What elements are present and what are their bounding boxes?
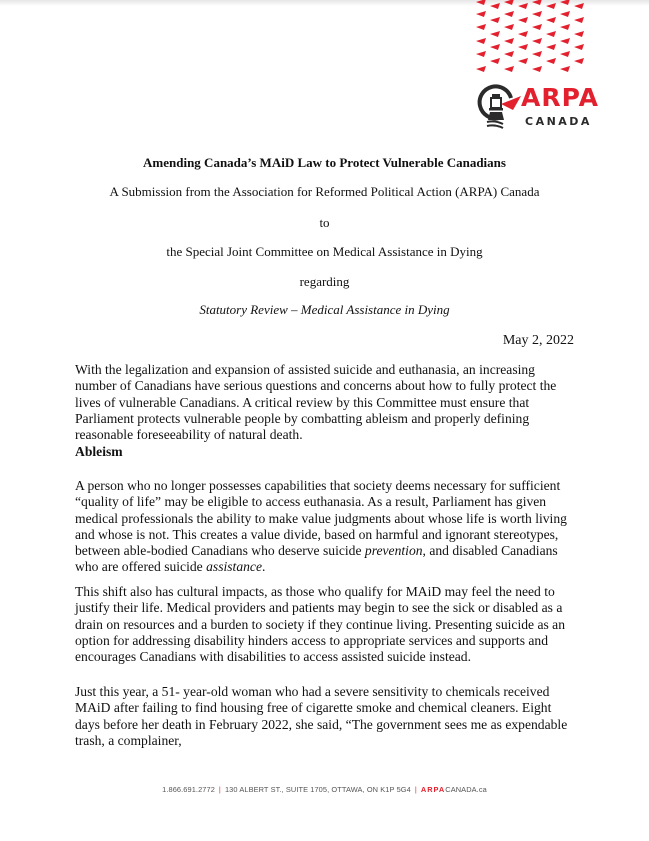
ableism-text-1: A person who no longer possesses capabilities that society deems necessary for sufficient “quality of life” may be eligible to access euthanasia. As a result, Parliament has given medical professionals the ability to make value judgments about whose life is worth living and whose is not. This creates a value divide, based on harmful and ignorant stereotypes, between able-bodied Canadians who deserve suicide bbox=[75, 478, 567, 559]
footer-phone: 1.866.691.2772 bbox=[162, 785, 215, 794]
intro-paragraph: With the legalization and expansion of assisted suicide and euthanasia, an increasing number of Canadians have serious questions and concerns about how to fully protect the lives of vulnerable Canadians. A critical review by this Committee must ensure that Parliament protects vulnerable people by combatting ableism and properly defining reasonable foreseeability of natural death. bbox=[75, 362, 557, 443]
page-footer bbox=[0, 785, 649, 795]
submission-line: A Submission from the Association for Reformed Political Action (ARPA) Canada bbox=[109, 184, 540, 199]
document-title: Amending Canada’s MAiD Law to Protect Vulnerable Canadians bbox=[143, 155, 506, 170]
footer-website-brand[interactable]: ARPA bbox=[420, 785, 446, 794]
regarding-line: regarding bbox=[299, 274, 350, 289]
document-date: May 2, 2022 bbox=[502, 333, 574, 348]
cultural-paragraph: This shift also has cultural impacts, as those who qualify for MAiD may feel the need to justify their life. Medical providers and patients may begin to see the sick or disabled as a drain on resources and a burden to society if they continue living. Presenting suicide as an option for addressing disability hinders access to appropriate services and supports and encourages Canadians with disabilities to access assisted suicide instead. bbox=[75, 584, 565, 665]
logo-wordmark: ARPA bbox=[521, 83, 599, 112]
to-line: to bbox=[319, 215, 330, 230]
footer-website-rest[interactable]: CANADA.ca bbox=[445, 785, 487, 794]
committee-line: the Special Joint Committee on Medical Assistance in Dying bbox=[166, 244, 483, 259]
section-heading-ableism: Ableism bbox=[75, 444, 123, 459]
arpa-canada-logo bbox=[477, 84, 602, 134]
ableism-text-3: . bbox=[262, 559, 266, 575]
ableism-emphasis-prevention: prevention bbox=[364, 543, 423, 559]
footer-separator: | bbox=[218, 785, 221, 794]
example-paragraph: Just this year, a 51- year-old woman who had a severe sensitivity to chemicals received MAiD after failing to find housing free of cigarette smoke and chemical cleaners. Eight days before her death in February 2022, she said, “The government sees me as expendable trash, a complainer, bbox=[75, 684, 568, 748]
ableism-paragraph bbox=[75, 478, 575, 576]
ableism-emphasis-assistance: assistance bbox=[206, 559, 262, 575]
footer-separator: | bbox=[414, 785, 417, 794]
review-line: Statutory Review – Medical Assistance in Dying bbox=[199, 302, 450, 317]
footer-address: 130 ALBERT ST., SUITE 1705, OTTAWA, ON K1P 5G4 bbox=[224, 785, 411, 794]
lighthouse-arrow-icon bbox=[477, 84, 527, 134]
logo-subtitle: CANADA bbox=[525, 115, 592, 128]
ableism-text-2: , and disabled Canadians who are offered suicide bbox=[75, 543, 558, 575]
red-triangle-pattern-icon bbox=[474, 0, 586, 76]
